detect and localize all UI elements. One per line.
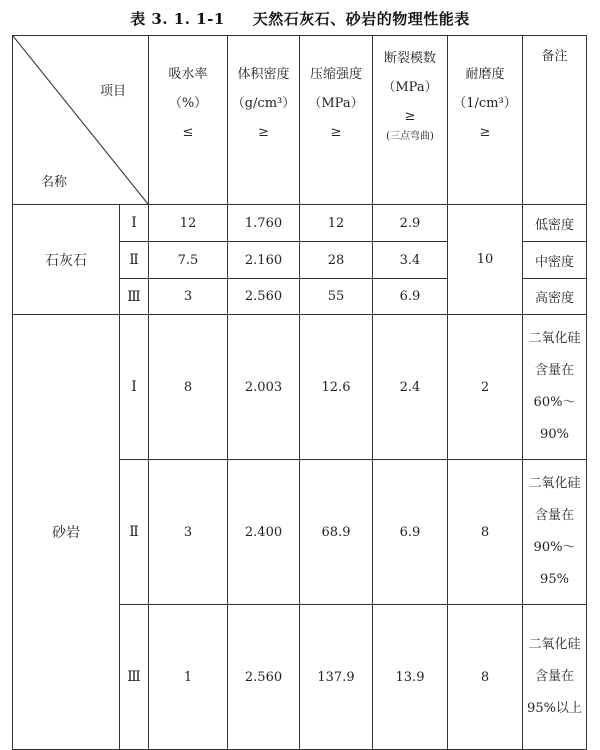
density-cell: 2.560 (228, 279, 300, 315)
header-abrasion-label: 耐磨度 (465, 67, 505, 82)
stone-name-limestone: 石灰石 (13, 205, 120, 315)
note-line: 95%以上 (527, 701, 582, 716)
table-number: 表 3. 1. 1-1 (130, 10, 225, 28)
rupture-cell: 13.9 (373, 605, 448, 750)
table-caption (0, 6, 600, 32)
density-cell: 2.400 (228, 460, 300, 605)
rupture-cell: 2.4 (373, 315, 448, 460)
note-line: 95% (540, 572, 569, 587)
water-cell: 8 (149, 315, 228, 460)
header-rupture-note: (三点弯曲) (386, 131, 434, 142)
header-compress-sign: ≥ (330, 125, 342, 140)
header-abrasion-unit: （1/cm³） (453, 96, 517, 111)
header-compressive-strength (300, 36, 373, 205)
compress-cell: 137.9 (300, 605, 373, 750)
water-cell: 3 (149, 460, 228, 605)
header-abrasion (448, 36, 523, 205)
note-line: 二氧化硅 (528, 476, 581, 491)
header-row (13, 36, 587, 205)
properties-table (12, 35, 587, 750)
note-line: 含量在 (534, 508, 574, 523)
header-rupture-sign: ≥ (404, 109, 416, 124)
table-title: 天然石灰石、砂岩的物理性能表 (252, 10, 470, 28)
header-compress-label: 压缩强度 (309, 67, 362, 82)
header-compress-unit: （MPa） (308, 96, 364, 111)
note-cell: 高密度 (523, 279, 587, 315)
header-rupture-label: 断裂模数 (383, 51, 436, 66)
header-remarks-label: 备注 (541, 49, 568, 64)
note-line: 二氧化硅 (528, 331, 581, 346)
note-line: 二氧化硅 (528, 637, 581, 652)
density-cell: 2.160 (228, 242, 300, 279)
corner-header-cell (13, 36, 149, 205)
compress-cell: 55 (300, 279, 373, 315)
compress-cell: 68.9 (300, 460, 373, 605)
note-line: 含量在 (534, 669, 574, 684)
header-modulus-of-rupture (373, 36, 448, 205)
abrasion-cell: 10 (448, 205, 523, 315)
header-water-sign: ≤ (182, 125, 194, 140)
note-line: 90% (540, 427, 569, 442)
stone-name-sandstone: 砂岩 (13, 315, 120, 750)
header-abrasion-sign: ≥ (479, 125, 491, 140)
note-cell (523, 605, 587, 750)
note-cell (523, 315, 587, 460)
grade-cell: Ⅰ (120, 205, 149, 242)
density-cell: 1.760 (228, 205, 300, 242)
grade-cell: Ⅲ (120, 605, 149, 750)
note-cell: 中密度 (523, 242, 587, 279)
grade-cell: Ⅰ (120, 315, 149, 460)
water-cell: 7.5 (149, 242, 228, 279)
header-remarks (523, 36, 587, 205)
grade-cell: Ⅱ (120, 460, 149, 605)
water-cell: 12 (149, 205, 228, 242)
note-line: 含量在 (534, 363, 574, 378)
rupture-cell: 2.9 (373, 205, 448, 242)
header-density-sign: ≥ (258, 125, 269, 140)
table-row (13, 205, 587, 242)
compress-cell: 28 (300, 242, 373, 279)
header-water-absorption (149, 36, 228, 205)
rupture-cell: 6.9 (373, 460, 448, 605)
corner-label-name: 名称 (41, 175, 68, 190)
water-cell: 1 (149, 605, 228, 750)
note-cell (523, 460, 587, 605)
grade-cell: Ⅲ (120, 279, 149, 315)
compress-cell: 12 (300, 205, 373, 242)
grade-cell: Ⅱ (120, 242, 149, 279)
density-cell: 2.560 (228, 605, 300, 750)
note-cell: 低密度 (523, 205, 587, 242)
note-line: 60%～ (533, 395, 576, 410)
header-water-label: 吸水率 (168, 67, 208, 82)
water-cell: 3 (149, 279, 228, 315)
note-line: 90%～ (533, 540, 576, 555)
abrasion-cell: 8 (448, 605, 523, 750)
header-rupture-unit: （MPa） (382, 80, 438, 95)
table-row (13, 315, 587, 460)
compress-cell: 12.6 (300, 315, 373, 460)
density-cell: 2.003 (228, 315, 300, 460)
corner-label-items: 项目 (99, 84, 126, 99)
header-density-unit: （g/cm³） (231, 96, 296, 111)
header-density-label: 体积密度 (237, 67, 290, 82)
rupture-cell: 3.4 (373, 242, 448, 279)
abrasion-cell: 2 (448, 315, 523, 460)
header-water-unit: （%） (168, 96, 208, 111)
diagonal-line (13, 36, 148, 204)
rupture-cell: 6.9 (373, 279, 448, 315)
header-bulk-density (228, 36, 300, 205)
abrasion-cell: 8 (448, 460, 523, 605)
